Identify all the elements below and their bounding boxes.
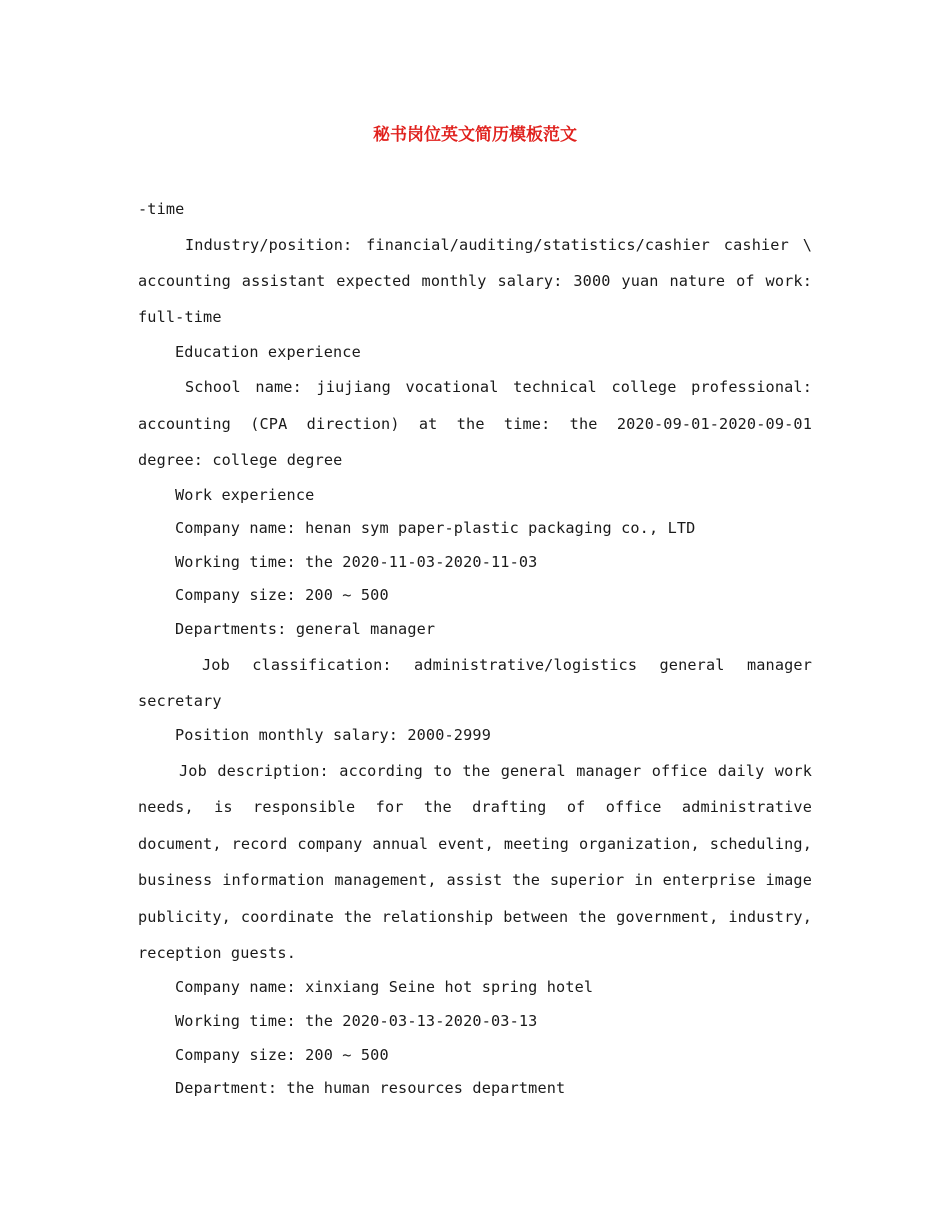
- paragraph-working-time-1: Working time: the 2020-11-03-2020-11-03: [175, 552, 538, 571]
- heading-education-experience: Education experience: [175, 342, 361, 361]
- paragraph-department-2: Department: the human resources department: [175, 1079, 566, 1098]
- paragraph-school: School name: jiujiang vocational technical college professional: accounting (CPA direction) at the time: the 2020-09-01-2020-09-01 degree: college degree: [138, 378, 812, 470]
- paragraph-job-classification: Job classification: administrative/logistics general manager secretary: [138, 655, 812, 710]
- paragraph-working-time-2: Working time: the 2020-03-13-2020-03-13: [175, 1012, 538, 1031]
- paragraph-department-1: Departments: general manager: [175, 620, 436, 638]
- paragraph-company-name-1: Company name: henan sym paper-plastic packaging co., LTD: [175, 519, 696, 538]
- heading-work-experience: Work experience: [175, 485, 315, 504]
- paragraph-company-size-2: Company size: 200 ~ 500: [175, 1045, 389, 1064]
- document-body: [138, 193, 812, 1106]
- paragraph-time: -time: [138, 200, 185, 218]
- document-title: 秘书岗位英文简历模板范文: [373, 125, 577, 145]
- paragraph-industry-position: Industry/position: financial/auditing/statistics/cashier cashier \ accounting assistant expected monthly salary: 3000 yuan nature of work: full-time: [138, 235, 812, 327]
- paragraph-company-name-2: Company name: xinxiang Seine hot spring hotel: [175, 978, 594, 997]
- paragraph-monthly-salary: Position monthly salary: 2000-2999: [175, 726, 491, 745]
- paragraph-job-description: Job description: according to the general manager office daily work needs, is responsible for the drafting of office administrative document, record company annual event, meeting organization, scheduling, business information management, assist the superior in enterprise image publicity, coordinate the relationship between the government, industry, reception guests.: [138, 762, 812, 963]
- paragraph-company-size-1: Company size: 200 ~ 500: [175, 586, 389, 605]
